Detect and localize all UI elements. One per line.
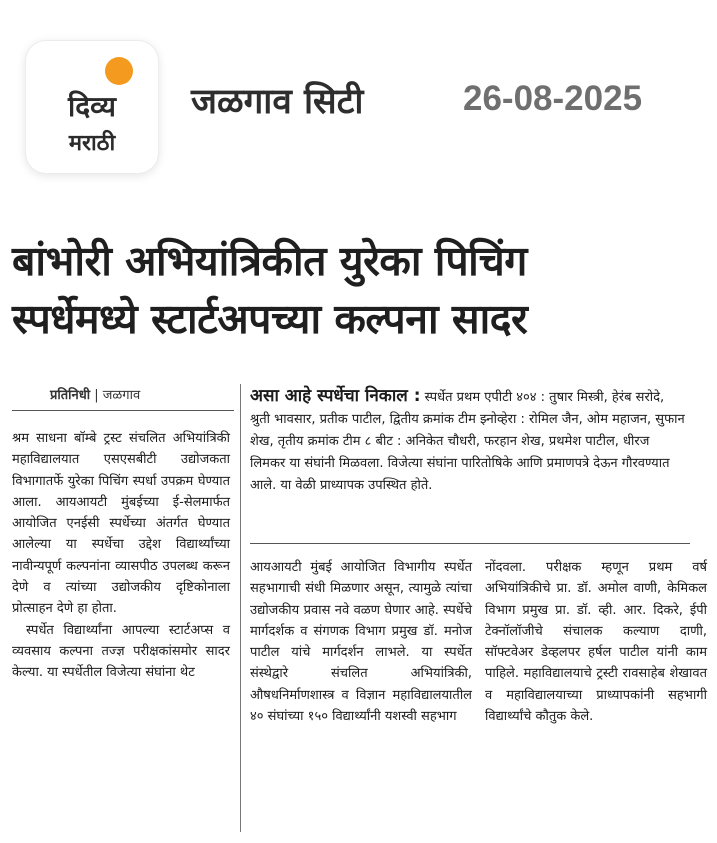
divya-marathi-logo bbox=[26, 41, 158, 173]
result-text: स्पर्धेत प्रथम एपीटी ४०४ : तुषार मिस्त्री, हेरंब सरोदे, श्रुती भावसार, प्रतीक पाटील, द्वितीय क्रमांक टीम झ्नोव्हेरा : रोमिल जैन, ओम महाजन, सुफान शेख, तृतीय क्रमांक टीम ८ बीट : अनिकेत चौधरी, फरहान शेख, प्रथमेश पाटील, धीरज लिमकर या संघांनी मिळवला. विजेत्या संघांना पारितोषिके आणि प्रमाणपत्रे देऊन गौरवण्यात आले. या वेळी प्राध्यापक उपस्थित होते. bbox=[250, 390, 685, 493]
column-1-paragraph-1: श्रम साधना बॉम्बे ट्रस्ट संचलित अभियांत्रिकी महाविद्यालयात एसएसबीटी उद्योजकता विभागातर्फे युरेका पिचिंग स्पर्धा उपक्रम घेण्यात आला. आयआयटी मुंबईच्या ई-सेलमार्फत आयोजित एनईसी स्पर्धेच्या अंतर्गत घेण्यात आलेल्या या स्पर्धेचा उद्देश विद्यार्थ्यांच्या नावीन्यपूर्ण कल्पनांना व्यासपीठ उपलब्ध करून देणे व त्यांच्या उद्योजकीय दृष्टिकोनाला प्रोत्साहन देणे हा होता. bbox=[12, 431, 230, 617]
logo-text-line1: दिव्य bbox=[68, 90, 116, 123]
article-column-1 bbox=[12, 428, 230, 684]
result-label: असा आहे स्पर्धेचा निकाल : bbox=[250, 386, 421, 406]
logo-text-line2: मराठी bbox=[68, 131, 116, 156]
headline-line-1: बांभोरी अभियांत्रिकीत युरेका पिचिंग bbox=[12, 237, 527, 285]
article-headline bbox=[12, 232, 712, 348]
byline-rule bbox=[12, 410, 234, 411]
column-2-text: आयआयटी मुंबई आयोजित विभागीय स्पर्धेत सहभागाची संधी मिळणार असून, त्यामुळे त्यांचा उद्योजकीय प्रवास नवे वळण घेणार आहे. स्पर्धेचे मार्गदर्शक व संगणक विभाग प्रमुख डॉ. मनोज पाटील यांचे मार्गदर्शन लाभले. या स्पर्धेत संस्थेद्वारे संचलित अभियांत्रिकी, औषधनिर्माणशास्त्र व विज्ञान महाविद्यालयातील ४० संघांच्या १५० विद्यार्थ्यांनी यशस्वी सहभाग bbox=[250, 560, 472, 725]
edition-name: जळगाव सिटी bbox=[191, 82, 364, 122]
publication-date: 26-08-2025 bbox=[463, 79, 643, 118]
result-box bbox=[250, 385, 688, 497]
article-column-3 bbox=[485, 557, 707, 727]
byline-author: प्रतिनिधी bbox=[50, 388, 91, 403]
article-column-2 bbox=[250, 557, 472, 727]
column-3-text: नोंदवला. परीक्षक म्हणून प्रथम वर्ष अभियांत्रिकीचे प्रा. डॉ. अमोल वाणी, केमिकल विभाग प्रमुख प्रा. डॉ. व्ही. आर. दिकरे, ईपी टेक्नॉलॉजीचे संचालक कल्याण दाणी, सॉफ्टवेअर डेव्हलपर हर्षल पाटील यांनी काम पाहिले. महाविद्यालयाचे ट्रस्टी रावसाहेब शेखावत व महाविद्यालयाच्या प्राध्यापकांनी सहभागी विद्यार्थ्यांचे कौतुक केले. bbox=[485, 560, 707, 725]
clipping-header bbox=[0, 0, 717, 205]
byline bbox=[50, 385, 140, 403]
result-rule bbox=[250, 543, 690, 544]
sun-icon bbox=[105, 57, 133, 85]
byline-place: जळगाव bbox=[102, 388, 141, 403]
column-divider bbox=[240, 384, 241, 832]
column-1-paragraph-2: स्पर्धेत विद्यार्थ्यांना आपल्या स्टार्टअप्स व व्यवसाय कल्पना तज्ज्ञ परीक्षकांसमोर सादर केल्या. या स्पर्धेतील विजेत्या संघांना थेट bbox=[12, 622, 230, 681]
headline-line-2: स्पर्धेमध्ये स्टार्टअपच्या कल्पना सादर bbox=[12, 295, 528, 343]
byline-separator: | bbox=[90, 388, 103, 403]
